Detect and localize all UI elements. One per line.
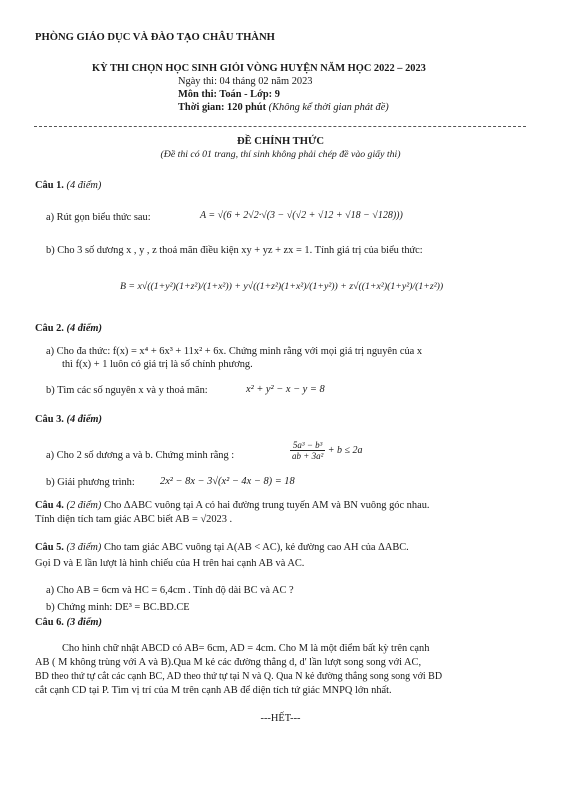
q1-a-text: a) Rút gọn biểu thức sau:: [46, 212, 151, 223]
q6-line4: cắt cạnh CD tại P. Tìm vị trí của M trên cạnh AB để diện tích tứ giác MNPQ lớn nhất.: [35, 685, 392, 696]
q5-a-text: a) Cho AB = 6cm và HC = 6,4cm . Tính độ dài BC và AC ?: [46, 585, 294, 596]
q5-text-1: Cho tam giác ABC vuông tại A(AB < AC), kẻ đường cao AH của ΔABC.: [104, 542, 409, 553]
q3-a-text: a) Cho 2 số dương a và b. Chứng minh rằng :: [46, 450, 235, 461]
q3-label: Câu 3.: [35, 414, 64, 425]
q3-a-tail: + b ≤ 2a: [327, 444, 363, 456]
q6-points: (3 điểm): [66, 617, 102, 628]
q1-points: (4 điểm): [66, 180, 102, 191]
end-marker: ---HẾT---: [260, 713, 301, 724]
q3-a-fraction: [290, 440, 325, 461]
exam-time-note: (Không kể thời gian phát đề): [268, 102, 389, 113]
q4-line2: Tính diện tích tam giác ABC biết AB = √2023 .: [35, 514, 233, 525]
q3-heading: [35, 414, 102, 425]
q2-b-expression: x² + y² − x − y = 8: [246, 384, 325, 395]
q4-text-1: Cho ΔABC vuông tại A có hai đường trung tuyến AM và BN vuông góc nhau.: [104, 500, 430, 511]
header-divider: [34, 126, 526, 127]
q2-heading: [35, 323, 102, 334]
q5-line2: Gọi D và E lần lượt là hình chiếu của H trên hai cạnh AB và AC.: [35, 558, 305, 569]
official-title: ĐỀ CHÍNH THỨC: [236, 136, 325, 147]
q6-label: Câu 6.: [35, 617, 64, 628]
q4-points: (2 điểm): [66, 500, 102, 511]
exam-title: KỲ THI CHỌN HỌC SINH GIỎI VÒNG HUYỆN NĂM HỌC 2022 – 2023: [92, 63, 426, 74]
exam-date: Ngày thi: 04 tháng 02 năm 2023: [178, 76, 313, 87]
department-name: PHÒNG GIÁO DỤC VÀ ĐÀO TẠO CHÂU THÀNH: [35, 32, 275, 43]
q4-line1: [35, 500, 429, 511]
q3-b-text: b) Giải phương trình:: [46, 477, 135, 488]
q1-label: Câu 1.: [35, 180, 64, 191]
q5-label: Câu 5.: [35, 542, 64, 553]
q2-a-line2: thì f(x) + 1 luôn có giá trị là số chính phương.: [62, 359, 253, 370]
q3-b-expression: 2x² − 8x − 3√(x² − 4x − 8) = 18: [160, 476, 295, 487]
q6-line3: BD theo thứ tự cắt các cạnh BC, AD theo thứ tự tại N và Q. Qua N kẻ đường thẳng song song với BD: [35, 671, 443, 682]
exam-time: [178, 102, 389, 113]
q3-a-expression: [290, 440, 363, 461]
official-note: (Đề thi có 01 trang, thí sinh không phải chép đề vào giấy thi): [160, 149, 401, 160]
q1-b-text: b) Cho 3 số dương x , y , z thoả mãn điều kiện xy + yz + zx = 1. Tính giá trị của biểu thức:: [46, 245, 423, 256]
q3-a-denominator: ab + 3a²: [292, 451, 324, 461]
q3-a-numerator: 5a³ − b³: [290, 440, 325, 451]
q6-line1: Cho hình chữ nhật ABCD có AB= 6cm, AD = 4cm. Cho M là một điểm bất kỳ trên cạnh: [62, 643, 430, 654]
q5-line1: [35, 542, 409, 553]
q5-b-text: b) Chứng minh: DE³ = BC.BD.CE: [46, 602, 190, 613]
q2-points: (4 điểm): [66, 323, 102, 334]
q4-label: Câu 4.: [35, 500, 64, 511]
q1-heading: [35, 180, 101, 191]
q6-heading: [35, 617, 102, 628]
q3-points: (4 điểm): [66, 414, 102, 425]
q1-a-expression: A = √(6 + 2√2·√(3 − √(√2 + √12 + √18 − √128))): [200, 210, 403, 221]
exam-time-label: Thời gian: 120 phút: [178, 102, 267, 113]
q2-label: Câu 2.: [35, 323, 64, 334]
q2-a-line1: a) Cho đa thức: f(x) = x⁴ + 6x³ + 11x² + 6x. Chứng minh rằng với mọi giá trị nguyên của x: [46, 346, 423, 357]
q5-points: (3 điểm): [66, 542, 102, 553]
q6-line2: AB ( M không trùng với A và B).Qua M kẻ các đường thẳng d, d' lần lượt song song với AC,: [35, 657, 422, 668]
q2-b-text: b) Tìm các số nguyên x và y thoả mãn:: [46, 385, 208, 396]
exam-subject: Môn thi: Toán - Lớp: 9: [178, 89, 280, 100]
q1-b-expression: B = x√((1+y²)(1+z²)/(1+x²)) + y√((1+z²)(1+x²)/(1+y²)) + z√((1+x²)(1+y²)/(1+z²)): [120, 281, 444, 292]
